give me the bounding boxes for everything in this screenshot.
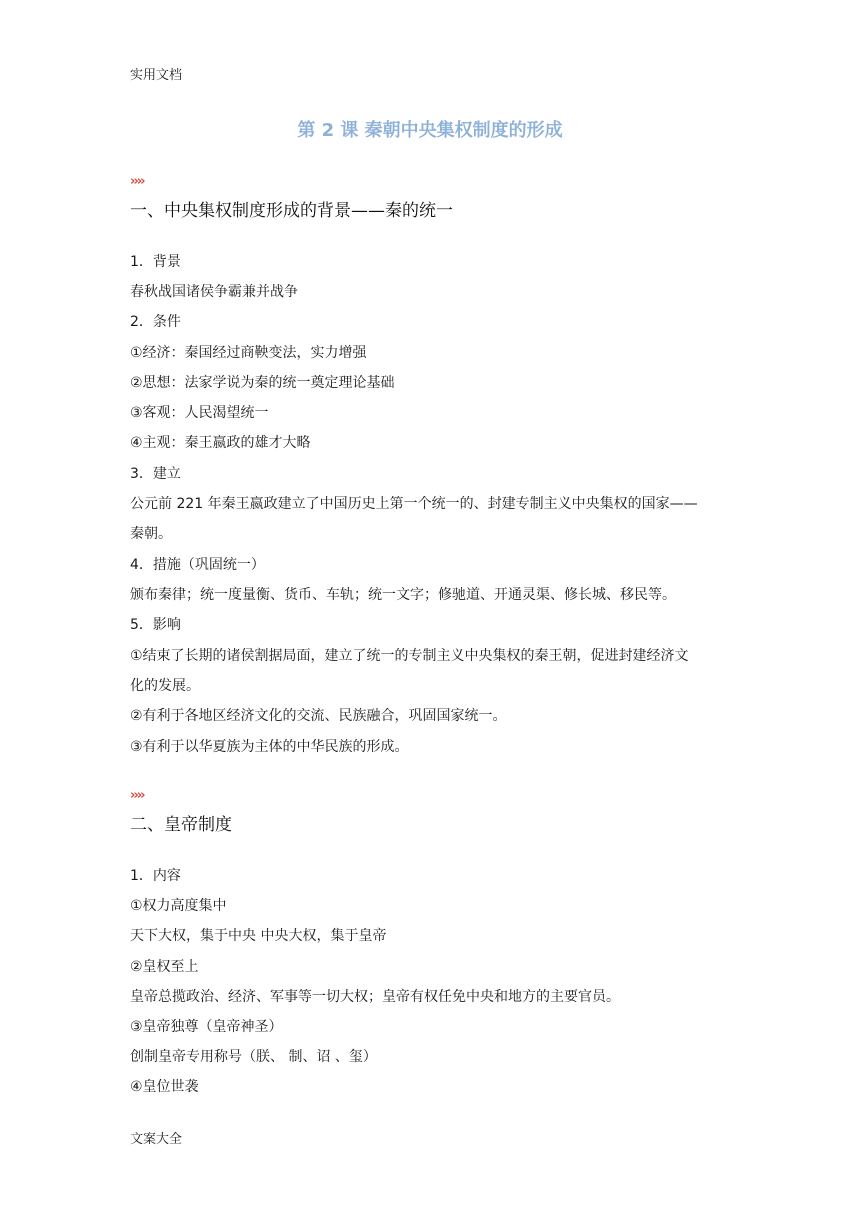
text-line: 创制皇帝专用称号（朕、 制、诏 、玺）	[130, 1049, 377, 1065]
text-line: 天下大权，集于中央 中央大权，集于皇帝	[130, 928, 387, 944]
text-line: 春秋战国诸侯争霸兼并战争	[130, 284, 298, 300]
document-title: 第 2 课 秦朝中央集权制度的形成	[297, 120, 563, 141]
text-line: ②皇权至上	[130, 959, 199, 975]
section-heading-1: 一、中央集权制度形成的背景——秦的统一	[130, 201, 453, 221]
page-footer: 文案大全	[130, 1132, 183, 1147]
text-line: 秦朝。	[130, 526, 172, 542]
section-heading-2: 二、皇帝制度	[130, 815, 232, 835]
text-line: 1．背景	[130, 254, 181, 270]
text-line: ①经济：秦国经过商鞅变法，实力增强	[130, 345, 367, 361]
text-line: 4．措施（巩固统一）	[130, 557, 265, 573]
text-line: 公元前 221 年秦王嬴政建立了中国历史上第一个统一的、封建专制主义中央集权的国家——	[130, 496, 698, 512]
text-line: ②有利于各地区经济文化的交流、民族融合，巩固国家统一。	[130, 708, 507, 724]
section-marker-arrows-1: ››››	[130, 174, 144, 189]
text-line: ④主观：秦王嬴政的雄才大略	[130, 435, 311, 451]
text-line: ②思想：法家学说为秦的统一奠定理论基础	[130, 375, 395, 391]
text-line: ①结束了长期的诸侯割据局面，建立了统一的专制主义中央集权的秦王朝，促进封建经济文	[130, 648, 689, 664]
text-line: 2．条件	[130, 314, 181, 330]
text-line: 颁布秦律；统一度量衡、货币、车轨；统一文字；修驰道、开通灵渠、修长城、移民等。	[130, 587, 676, 603]
text-line: ①权力高度集中	[130, 898, 227, 914]
text-line: 1．内容	[130, 868, 181, 884]
text-line: 3．建立	[130, 466, 181, 482]
page-header: 实用文档	[130, 68, 183, 83]
text-line: ③有利于以华夏族为主体的中华民族的形成。	[130, 739, 409, 755]
text-line: 5．影响	[130, 617, 181, 633]
text-line: 化的发展。	[130, 678, 200, 694]
text-line: ③客观：人民渴望统一	[130, 405, 269, 421]
text-line: ④皇位世袭	[130, 1079, 199, 1095]
section-marker-arrows-2: ››››	[130, 788, 144, 803]
text-line: ③皇帝独尊（皇帝神圣）	[130, 1019, 283, 1035]
text-line: 皇帝总揽政治、经济、军事等一切大权；皇帝有权任免中央和地方的主要官员。	[130, 989, 620, 1005]
